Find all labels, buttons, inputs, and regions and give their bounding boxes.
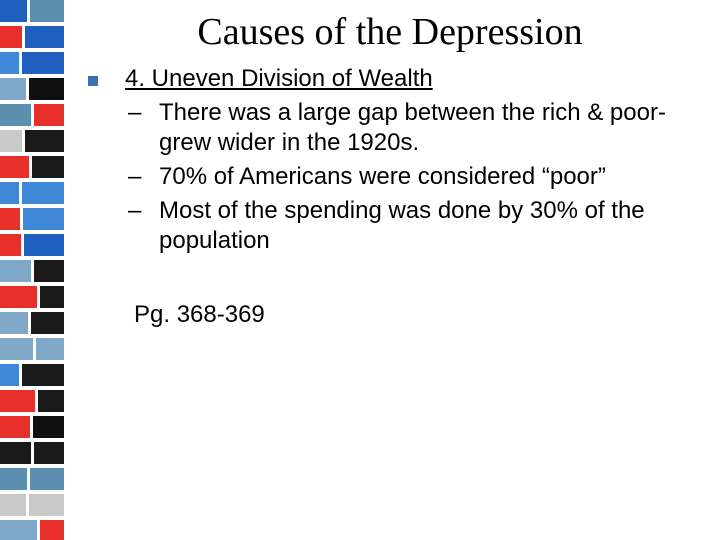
strip-block: [34, 442, 64, 464]
strip-block: [38, 390, 64, 412]
strip-block: [0, 0, 27, 22]
strip-block: [25, 130, 64, 152]
sub-point: [85, 162, 705, 192]
slide-body: [85, 60, 705, 330]
sub-point-text: 70% of Americans were considered “poor”: [159, 163, 606, 190]
strip-block: [34, 104, 64, 126]
sub-point-text: There was a large gap between the rich & poor-grew wider in the 1920s.: [159, 99, 666, 156]
strip-block: [0, 494, 26, 516]
strip-block: [0, 26, 22, 48]
strip-block: [23, 208, 64, 230]
strip-block: [24, 234, 64, 256]
strip-block: [0, 442, 31, 464]
strip-block: [29, 494, 64, 516]
sub-point: [85, 98, 705, 158]
strip-block: [40, 520, 64, 540]
strip-block: [34, 260, 64, 282]
page-reference: Pg. 368-369: [134, 301, 265, 328]
strip-block: [0, 78, 26, 100]
main-bullet-text: 4. Uneven Division of Wealth: [125, 65, 433, 92]
strip-block: [30, 468, 64, 490]
strip-block: [0, 312, 28, 334]
dash-marker: –: [128, 99, 142, 126]
strip-block: [0, 260, 31, 282]
strip-block: [0, 468, 27, 490]
square-bullet-icon: [88, 76, 98, 86]
strip-block: [32, 156, 64, 178]
strip-block: [22, 182, 64, 204]
strip-block: [22, 52, 64, 74]
strip-block: [0, 104, 31, 126]
sub-point-text: Most of the spending was done by 30% of the population: [159, 197, 645, 254]
sub-point: [85, 196, 705, 256]
strip-block: [0, 390, 35, 412]
strip-block: [0, 182, 19, 204]
dash-marker: –: [128, 197, 142, 224]
strip-block: [0, 52, 19, 74]
strip-block: [22, 364, 64, 386]
strip-block: [0, 416, 30, 438]
strip-block: [0, 364, 19, 386]
strip-block: [0, 338, 33, 360]
strip-block: [30, 0, 64, 22]
strip-block: [0, 156, 29, 178]
strip-block: [40, 286, 64, 308]
dash-marker: –: [128, 163, 142, 190]
strip-block: [36, 338, 64, 360]
strip-block: [0, 286, 37, 308]
strip-block: [0, 520, 37, 540]
strip-block: [0, 208, 20, 230]
main-bullet: [85, 64, 705, 94]
decorative-color-strip: [0, 0, 64, 540]
strip-block: [25, 26, 64, 48]
strip-block: [31, 312, 64, 334]
slide-title: Causes of the Depression: [197, 11, 583, 53]
strip-block: [33, 416, 64, 438]
strip-block: [29, 78, 64, 100]
strip-block: [0, 130, 22, 152]
strip-block: [0, 234, 21, 256]
